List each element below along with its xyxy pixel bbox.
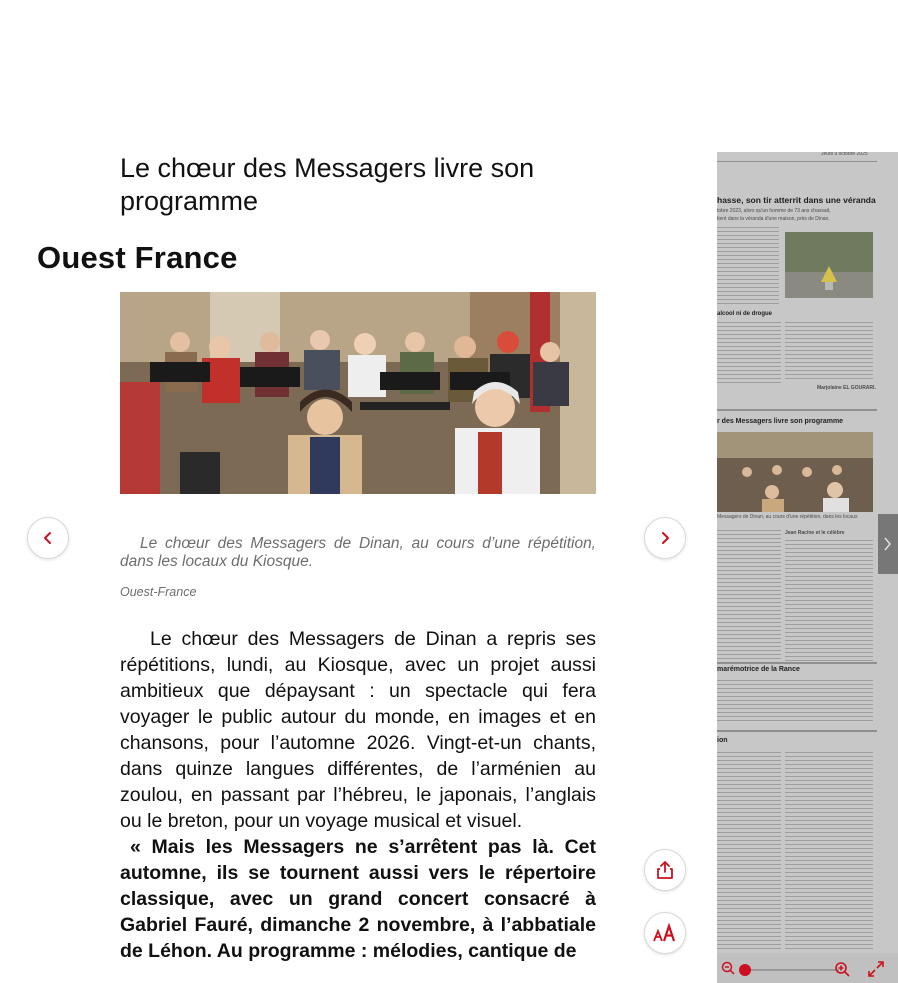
thumb-photo-choir — [717, 432, 873, 512]
thumb-text-column — [717, 530, 781, 662]
article-photo — [120, 292, 596, 494]
zoom-in-icon[interactable] — [834, 961, 850, 977]
zoom-slider-handle[interactable] — [739, 964, 751, 976]
thumb-rule — [717, 662, 877, 664]
chevron-left-icon — [41, 531, 55, 545]
thumb-text-column — [717, 752, 781, 952]
thumb-story3-head: marémotrice de la Rance — [717, 666, 800, 673]
thumb-story1-section: alcool ni de drogue — [717, 311, 773, 317]
thumb-story1-head: hasse, son tir atterrit dans une véranda — [717, 195, 876, 205]
article-paragraph: « Mais les Messagers ne s’arrêtent pas là. Cet automne, ils se tournent aussi vers le répertoire classique, avec un grand concert consacré à Gabriel Fauré, dimanche 2 novembre, à l’abbatiale de Léhon. Au programme : mélodies, cantique de — [120, 836, 596, 962]
thumb-text-column — [785, 540, 873, 662]
previous-button[interactable] — [27, 517, 69, 559]
thumb-story2-caption: Messagers de Dinan, au cours d'une répétition, dans les locaux — [717, 514, 858, 520]
photo-caption: Le chœur des Messagers de Dinan, au cours d’une répétition, dans les locaux du Kiosque. — [120, 535, 596, 570]
thumb-date: Jeudi 9 octobre 2025 — [821, 152, 868, 157]
thumb-story2-col2: Jean Racine et le célèbre — [785, 530, 845, 536]
thumb-story1-sub: tobre 2023, alors qu'un homme de 73 ans chassait, — [717, 208, 831, 214]
zoom-slider-track[interactable] — [739, 969, 839, 971]
share-icon — [656, 860, 674, 880]
thumb-signature: Marjolaine EL GOURARI. — [817, 385, 876, 391]
thumb-text-block — [717, 680, 873, 724]
source-name: Ouest France — [37, 240, 238, 275]
zoom-out-icon[interactable] — [721, 961, 735, 975]
viewer-zoom-bar — [717, 953, 898, 983]
thumb-story1-sub2: tient dans la véranda d'une maison, près de Dinan. — [717, 216, 830, 222]
thumbnail-next-tab[interactable] — [878, 514, 898, 574]
thumb-rule — [717, 161, 877, 162]
thumb-rule — [717, 409, 877, 411]
next-button[interactable] — [644, 517, 686, 559]
chevron-right-icon — [658, 531, 672, 545]
choir-photo-illustration — [120, 292, 596, 494]
chevron-right-icon — [878, 514, 898, 574]
thumb-story4-head: ion — [717, 737, 728, 744]
page-thumbnail-panel[interactable] — [717, 152, 898, 983]
thumb-text-column — [717, 322, 781, 386]
photo-credit: Ouest-France — [120, 585, 197, 599]
article-paragraph: Le chœur des Messagers de Dinan a repris ses répétitions, lundi, au Kiosque, avec un projet aussi ambitieux que dépaysant : un spectacle qui fera voyager le public autour du monde, en images et en chansons, pour l’automne 2026. Vingt-et-un chants, dans quinze langues différentes, de l’arménien au zoulou, en passant par l’hébreu, le japonais, l’anglais ou le breton, pour un voyage musical et visuel. — [120, 628, 596, 832]
share-button[interactable] — [644, 849, 686, 891]
thumb-text-column — [785, 752, 873, 952]
thumb-story2-head: r des Messagers livre son programme — [717, 418, 844, 425]
text-size-button[interactable] — [644, 912, 686, 954]
thumb-text-column — [785, 322, 873, 382]
thumb-text-column — [717, 227, 779, 307]
font-size-icon — [653, 923, 677, 943]
thumb-photo-road — [785, 232, 873, 298]
thumb-rule — [717, 730, 877, 732]
article-title: Le chœur des Messagers livre son programme — [120, 153, 535, 216]
article-body — [120, 626, 596, 964]
fullscreen-icon[interactable] — [867, 960, 885, 978]
